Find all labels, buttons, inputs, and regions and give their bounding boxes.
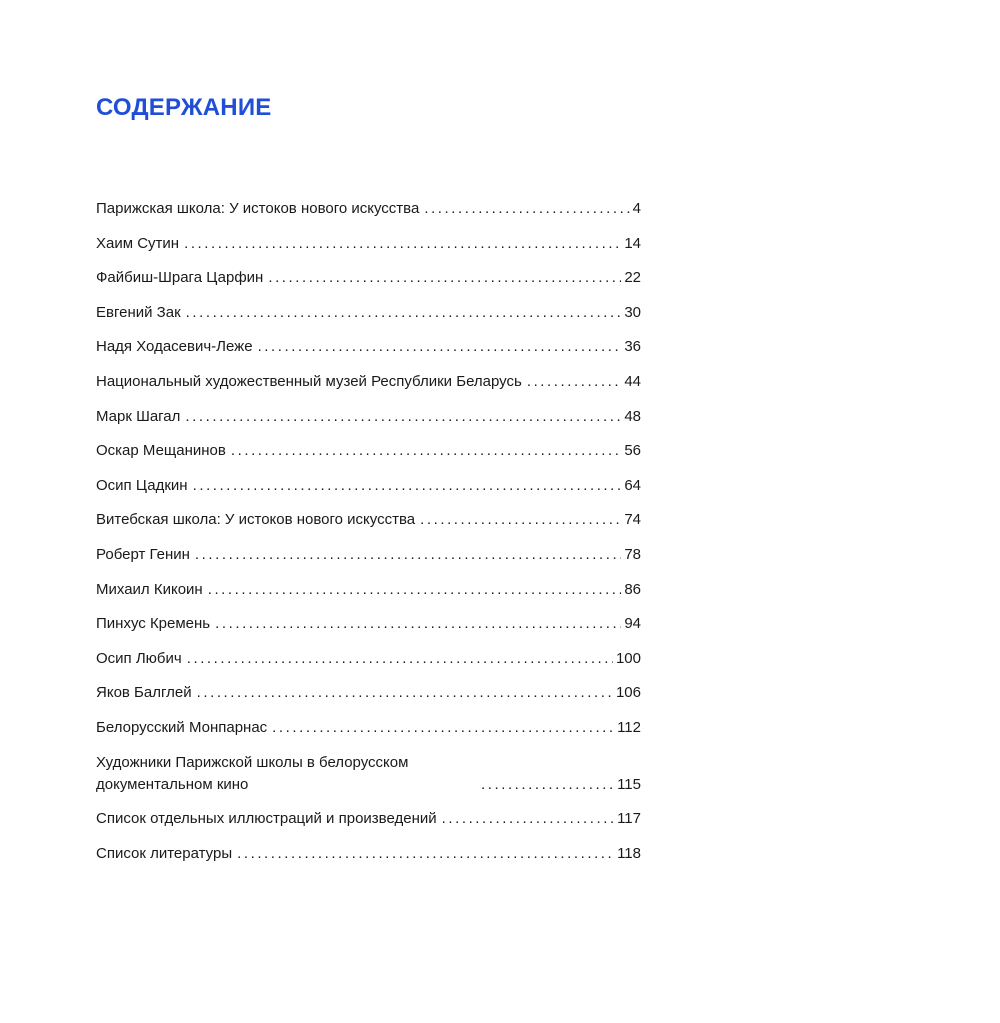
- toc-entry-title: Евгений Зак: [96, 303, 181, 321]
- toc-entry-title: Национальный художественный музей Республики Беларусь: [96, 372, 522, 390]
- dot-leader: [231, 440, 621, 462]
- dot-leader: [195, 544, 621, 566]
- dot-leader: [272, 717, 614, 739]
- dot-leader: [197, 682, 613, 704]
- toc-entry-title: Михаил Кикоин: [96, 580, 203, 598]
- toc-entry-page: 112: [617, 718, 641, 736]
- toc-entry[interactable]: [96, 648, 641, 670]
- toc-entry-title: Осип Любич: [96, 649, 182, 667]
- toc-entry-page: 48: [624, 407, 641, 425]
- toc-entry-title: Осип Цадкин: [96, 476, 188, 494]
- toc-entry[interactable]: [96, 233, 641, 255]
- toc-entry[interactable]: [96, 371, 641, 393]
- dot-leader: [185, 406, 621, 428]
- toc-entry[interactable]: [96, 509, 641, 531]
- toc-entry-title: Художники Парижской школы в белорусском документальном кино: [96, 753, 409, 793]
- toc-entry[interactable]: [96, 336, 641, 358]
- toc-entry-page: 115: [617, 775, 641, 793]
- dot-leader: [208, 579, 622, 601]
- dot-leader: [237, 843, 614, 865]
- toc-entry[interactable]: [96, 267, 641, 289]
- dot-leader: [193, 475, 622, 497]
- toc-entry[interactable]: [96, 843, 641, 865]
- toc-entry[interactable]: [96, 406, 641, 428]
- toc-entry-page: 117: [617, 810, 641, 828]
- toc-entry-title: Хаим Сутин: [96, 234, 180, 252]
- dot-leader: [442, 808, 614, 830]
- toc-entry[interactable]: [96, 198, 641, 220]
- toc-entry-title: Список литературы: [96, 844, 233, 862]
- toc-entry[interactable]: [96, 717, 641, 739]
- toc-entry-page: 64: [624, 476, 641, 494]
- toc-entry-title: Яков Балглей: [96, 684, 192, 702]
- dot-leader: [186, 302, 622, 324]
- toc-entry[interactable]: [96, 613, 641, 635]
- toc-entry-title: Список отдельных иллюстраций и произведений: [96, 810, 437, 828]
- dot-leader: [184, 233, 621, 255]
- toc-entry-page: 100: [615, 649, 641, 667]
- dot-leader: [187, 648, 613, 670]
- toc-entry-title: Надя Ходасевич-Леже: [96, 338, 253, 356]
- toc-entry-page: 94: [624, 615, 641, 633]
- toc-entry[interactable]: [96, 682, 641, 704]
- toc-entry-page: 86: [624, 580, 641, 598]
- dot-leader: [527, 371, 621, 393]
- toc-entry-page: 118: [617, 844, 641, 862]
- toc-entry-title: Роберт Генин: [96, 545, 190, 563]
- dot-leader: [420, 509, 621, 531]
- dot-leader: [258, 336, 622, 358]
- toc-entry[interactable]: [96, 302, 641, 324]
- toc-entry[interactable]: [96, 544, 641, 566]
- toc-entry-page: 4: [632, 200, 641, 217]
- toc-entry[interactable]: [96, 579, 641, 601]
- toc-entry-title: Файбиш-Шрага Царфин: [96, 269, 264, 287]
- table-of-contents: [96, 198, 641, 877]
- toc-entry-page: 36: [624, 338, 641, 356]
- dot-leader: [424, 198, 629, 220]
- toc-entry-page: 106: [615, 684, 641, 702]
- toc-entry[interactable]: [96, 808, 641, 830]
- toc-entry-title: Пинхус Кремень: [96, 615, 211, 633]
- dot-leader: [268, 267, 621, 289]
- toc-entry[interactable]: [96, 475, 641, 497]
- toc-entry[interactable]: [96, 752, 641, 796]
- page-title: СОДЕРЖАНИЕ: [96, 94, 272, 121]
- toc-entry-title: Оскар Мещанинов: [96, 442, 226, 460]
- toc-entry-title: Белорусский Монпарнас: [96, 718, 268, 736]
- toc-entry-page: 74: [624, 511, 641, 529]
- toc-entry-page: 22: [624, 269, 641, 287]
- toc-entry-page: 14: [624, 234, 641, 252]
- toc-entry-title: Парижская школа: У истоков нового искусства: [96, 200, 420, 217]
- toc-entry-title: Витебская школа: У истоков нового искусства: [96, 511, 416, 529]
- dot-leader: [215, 613, 621, 635]
- toc-entry[interactable]: [96, 440, 641, 462]
- toc-entry-page: 78: [624, 545, 641, 563]
- dot-leader: [481, 774, 614, 796]
- toc-entry-page: 30: [624, 303, 641, 321]
- toc-entry-page: 44: [624, 372, 641, 390]
- toc-entry-page: 56: [624, 442, 641, 460]
- toc-entry-title: Марк Шагал: [96, 407, 181, 425]
